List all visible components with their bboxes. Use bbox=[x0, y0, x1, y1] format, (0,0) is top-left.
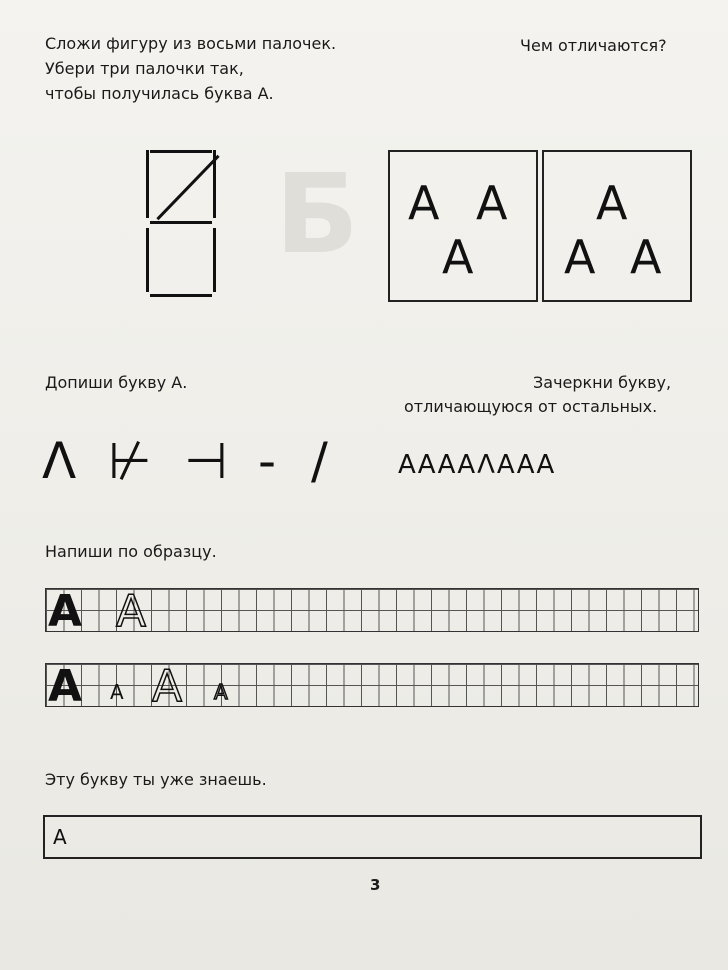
partial-letter: / bbox=[311, 432, 328, 490]
box-letter: А bbox=[408, 176, 440, 230]
compare-box-right bbox=[542, 150, 692, 302]
letter-row: ААААΛААА bbox=[398, 450, 557, 480]
box-letter: А bbox=[596, 176, 628, 230]
task6-title: Эту букву ты уже знаешь. bbox=[45, 770, 267, 789]
partial-letter: ⊣ bbox=[184, 432, 228, 490]
task1-line2: Убери три палочки так, bbox=[45, 59, 244, 78]
sample-letter: А bbox=[48, 586, 83, 637]
box-letter: А bbox=[564, 230, 596, 284]
copy-grid-row1[interactable] bbox=[45, 586, 699, 637]
sample-letter: А bbox=[48, 661, 83, 712]
bleed-through-decoration: Б bbox=[275, 150, 359, 278]
copy-grid-row2[interactable] bbox=[45, 661, 699, 712]
known-letters-box[interactable] bbox=[43, 815, 702, 859]
compare-box-left bbox=[388, 150, 538, 302]
task4-line2: отличающуюся от остальных. bbox=[404, 397, 658, 416]
task4-line1: Зачеркни букву, bbox=[533, 373, 672, 392]
box-letter: А bbox=[476, 176, 508, 230]
task1-line3: чтобы получилась буква А. bbox=[45, 84, 274, 103]
partial-letter: ⊬ bbox=[108, 432, 152, 490]
trace-letter: А bbox=[116, 586, 147, 637]
task1-line1: Сложи фигуру из восьми палочек. bbox=[45, 34, 337, 53]
partial-letter: - bbox=[258, 432, 277, 490]
box-letter: А bbox=[442, 230, 474, 284]
task3-title: Допиши букву А. bbox=[45, 373, 188, 392]
known-letter: А bbox=[53, 825, 67, 849]
box-letter: А bbox=[630, 230, 662, 284]
task2-title: Чем отличаются? bbox=[520, 36, 667, 55]
page-number: 3 bbox=[370, 876, 381, 894]
sample-letter-small: А bbox=[110, 680, 124, 704]
partial-letter: Λ bbox=[42, 432, 77, 490]
trace-letter-small: А bbox=[214, 680, 228, 704]
task5-title: Напиши по образцу. bbox=[45, 542, 217, 561]
trace-letter: А bbox=[152, 661, 183, 712]
